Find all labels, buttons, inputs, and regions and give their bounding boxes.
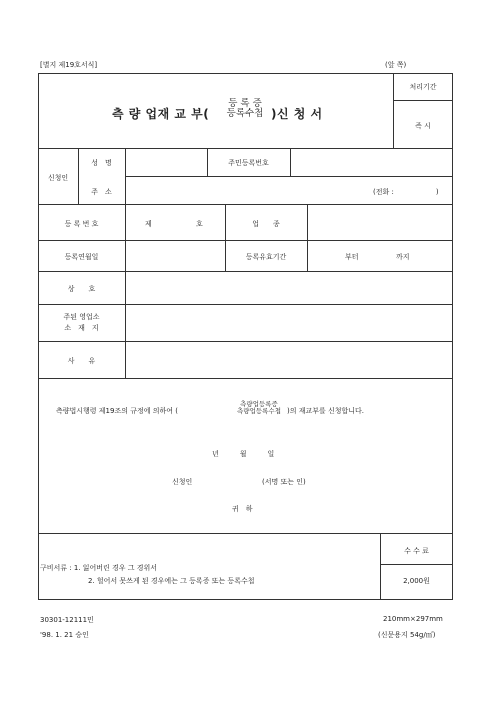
validity-label: 등록유효기간 — [245, 253, 287, 261]
id-number-label: 주민등록번호 — [228, 159, 269, 167]
office-location-field[interactable] — [126, 305, 452, 340]
statement-option-1: 측량업등록증 — [240, 400, 278, 408]
id-number-field[interactable] — [291, 149, 452, 175]
trade-name-label: 상 호 — [67, 285, 96, 293]
validity-from: 부터 — [345, 253, 359, 261]
business-type-field[interactable] — [308, 205, 452, 239]
processing-divider — [393, 100, 453, 101]
signature-label: 신청인 — [172, 478, 193, 486]
reason-divider — [38, 378, 453, 379]
form-code: 30301-12111민 — [40, 616, 94, 624]
office-label-line2: 소 재 지 — [64, 324, 99, 332]
title-options — [221, 99, 269, 119]
processing-label: 처리기간 — [409, 83, 437, 91]
registration-date-field[interactable] — [126, 241, 224, 270]
office-label-line1: 주된 영업소 — [63, 313, 100, 321]
statement-options — [229, 401, 289, 415]
fee-left-border — [380, 533, 381, 600]
paper-size: 210mm×297mm — [383, 615, 443, 623]
fee-divider — [380, 564, 453, 565]
paper-type: (신문용지 54g/㎡) — [378, 631, 436, 639]
registration-date-label: 등록연월일 — [64, 253, 99, 261]
title-suffix: )신 청 서 — [271, 107, 323, 121]
registration-number-label: 등 록 번 호 — [64, 220, 99, 228]
recipient: 귀 하 — [232, 505, 253, 513]
statement-prefix: 측량법시행령 제19조의 규정에 의하여 ( — [56, 407, 178, 415]
processing-value: 즉 시 — [415, 122, 431, 130]
reason-label: 사 유 — [67, 357, 96, 365]
regnum-divider — [38, 240, 453, 241]
office-label — [38, 312, 125, 334]
signature-field[interactable] — [202, 472, 257, 488]
documents-item-2: 2. 헐어서 못쓰게 된 경우에는 그 등록증 또는 등록수첩 — [88, 577, 255, 585]
address-field[interactable] — [126, 177, 366, 203]
trade-name-field[interactable] — [126, 272, 452, 303]
name-label: 성 명 — [91, 159, 112, 167]
statement-divider — [38, 533, 453, 534]
fee-value: 2,000원 — [403, 577, 430, 585]
reason-field[interactable] — [126, 342, 452, 377]
statement-option-2: 측량업등록수첩 — [237, 407, 281, 415]
date-line: 년 월 일 — [212, 450, 275, 458]
registration-number-je: 제 — [145, 220, 152, 228]
fee-label: 수 수 료 — [404, 547, 429, 555]
documents-label: 구비서류 : 1. 잃어버린 경우 그 경위서 — [40, 564, 158, 572]
page-side: (앞 쪽) — [385, 61, 407, 69]
title-prefix: 측 량 업재 교 부( — [112, 107, 210, 121]
signature-text: (서명 또는 인) — [262, 478, 306, 486]
form-number: [별지 제19호서식] — [40, 61, 98, 69]
name-field[interactable] — [126, 149, 206, 175]
phone-label: (전화 : ) — [373, 188, 439, 196]
validity-until: 까지 — [396, 253, 410, 261]
approval-date: '98. 1. 21 승인 — [40, 631, 89, 639]
statement-suffix: )의 재교부를 신청합니다. — [287, 407, 365, 415]
address-label: 주 소 — [91, 188, 112, 196]
business-type-label: 업 종 — [252, 220, 280, 228]
title-option-2: 등록수첩 — [226, 108, 264, 119]
registration-number-ho: 호 — [196, 220, 203, 228]
applicant-label: 신청인 — [47, 174, 69, 182]
title-option-1: 등 록 증 — [228, 98, 262, 109]
